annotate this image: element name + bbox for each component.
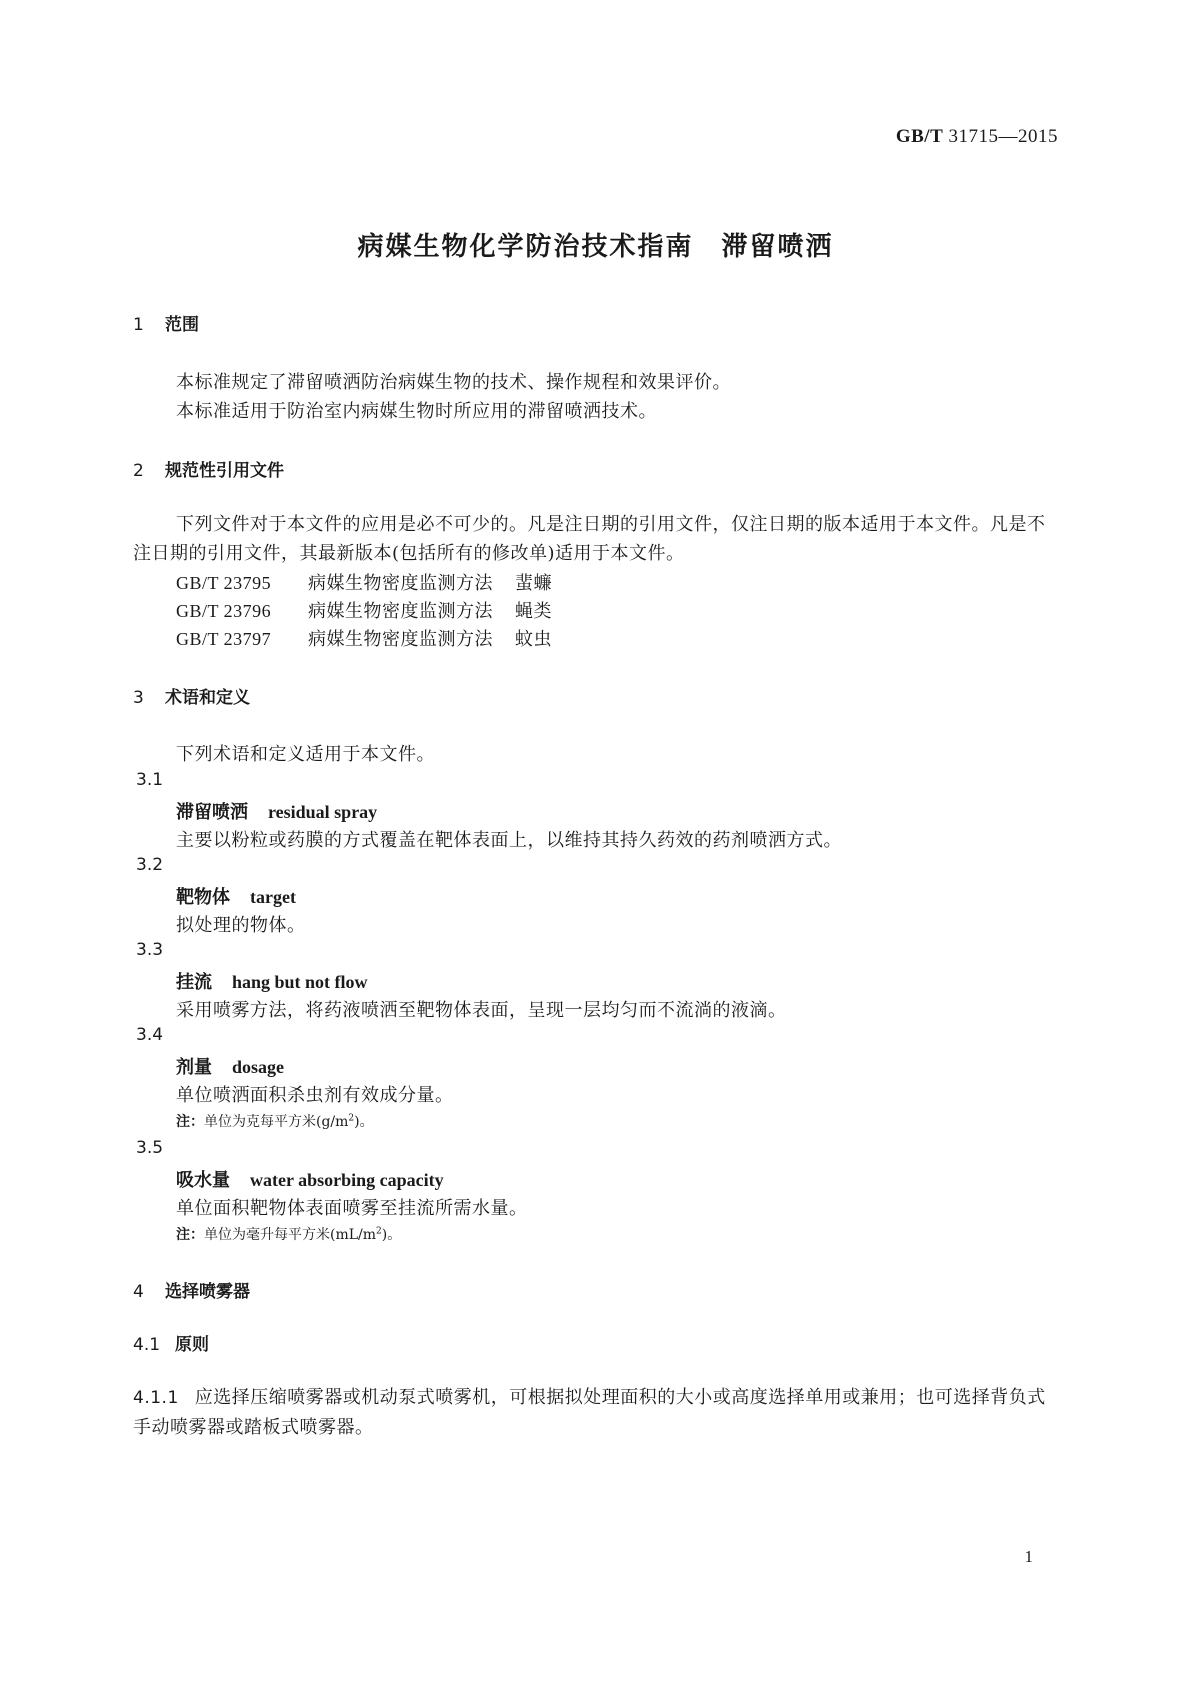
section-1-heading [133,310,199,335]
term-name-en: hang but not flow [232,972,368,992]
term-name-zh: 吸水量 [176,1170,230,1191]
reference-subject: 蝇类 [515,601,552,622]
terms-intro: 下列术语和定义适用于本文件。 [176,744,435,765]
reference-code: GB/T 23795 [176,573,272,593]
reference-item [176,597,552,623]
section-number: 4 [133,1282,144,1302]
term-note [176,1111,374,1131]
scope-paragraph-1: 本标准规定了滞留喷洒防治病媒生物的技术、操作规程和效果评价。 [176,372,731,393]
subsection-heading [133,1330,209,1355]
note-label: 注： [176,1114,204,1130]
reference-item [176,625,552,651]
note-label: 注： [176,1227,204,1243]
page-number: 1 [1024,1547,1033,1566]
note-superscript: 2 [348,1113,355,1124]
term-name [176,883,296,909]
reference-code: GB/T 23796 [176,601,272,621]
note-end: )。 [354,1114,374,1130]
standard-prefix: GB/T [895,126,944,147]
note-text: 单位为克每平方米(g/m [204,1114,349,1130]
term-name-en: dosage [232,1057,285,1077]
section-4-heading [133,1277,250,1302]
section-title: 选择喷雾器 [165,1282,250,1302]
reference-code: GB/T 23797 [176,629,272,649]
term-definition: 拟处理的物体。 [176,915,306,936]
section-3-heading [133,683,250,708]
normative-intro: 下列文件对于本文件的应用是必不可少的。凡是注日期的引用文件，仅注日期的版本适用于本文件。凡是不注日期的引用文件，其最新版本(包括所有的修改单)适用于本文件。 [133,514,1046,564]
term-name [176,798,377,824]
term-definition: 采用喷雾方法，将药液喷洒至靶物体表面，呈现一层均匀而不流淌的液滴。 [176,1000,787,1021]
term-name-en: residual spray [268,802,378,822]
term-note [176,1224,401,1244]
reference-title: 病媒生物密度监测方法 [308,573,493,594]
subsection-number: 4.1 [133,1335,161,1355]
term-name [176,968,368,994]
section-number: 3 [133,688,144,708]
clause-number: 4.1.1 [133,1388,179,1408]
term-definition: 单位喷洒面积杀虫剂有效成分量。 [176,1085,454,1106]
note-text: 单位为毫升每平方米(mL/m [204,1227,377,1243]
section-title: 术语和定义 [165,688,250,708]
document-title: 病媒生物化学防治技术指南 滞留喷洒 [357,232,834,262]
term-definition: 主要以粉粒或药膜的方式覆盖在靶体表面上，以维持其持久药效的药剂喷洒方式。 [176,830,842,851]
term-number: 3.5 [136,1138,164,1158]
term-name-zh: 靶物体 [176,887,230,908]
note-superscript: 2 [376,1226,382,1237]
reference-subject: 蚊虫 [515,629,552,650]
section-title: 范围 [165,315,199,335]
term-name [176,1166,444,1192]
reference-title: 病媒生物密度监测方法 [308,629,493,650]
term-name-zh: 挂流 [176,972,212,993]
reference-item [176,569,552,595]
standard-code [896,126,1058,148]
clause-text: 应选择压缩喷雾器或机动泵式喷雾机，可根据拟处理面积的大小或高度选择单用或兼用；也可选择背负式手动喷雾器或踏板式喷雾器。 [133,1387,1046,1438]
term-name-en: water absorbing capacity [250,1170,444,1190]
clause-4-1-1 [133,1383,1058,1442]
term-name-zh: 滞留喷洒 [176,802,248,823]
reference-subject: 蜚蠊 [515,573,552,594]
term-name-en: target [250,887,296,907]
section-2-heading [133,456,284,481]
note-end: )。 [381,1227,402,1243]
standard-number: 31715—2015 [948,126,1058,147]
term-number: 3.3 [136,940,164,960]
term-number: 3.2 [136,855,164,875]
reference-title: 病媒生物密度监测方法 [308,601,493,622]
section-number: 1 [133,315,144,335]
term-name-zh: 剂量 [176,1057,212,1078]
term-number: 3.4 [136,1025,164,1045]
scope-paragraph-2: 本标准适用于防治室内病媒生物时所应用的滞留喷洒技术。 [176,401,657,422]
term-definition: 单位面积靶物体表面喷雾至挂流所需水量。 [176,1198,528,1219]
term-name [176,1053,284,1079]
subsection-title: 原则 [175,1335,209,1355]
term-number: 3.1 [136,770,164,790]
section-number: 2 [133,461,144,481]
section-title: 规范性引用文件 [165,461,284,481]
